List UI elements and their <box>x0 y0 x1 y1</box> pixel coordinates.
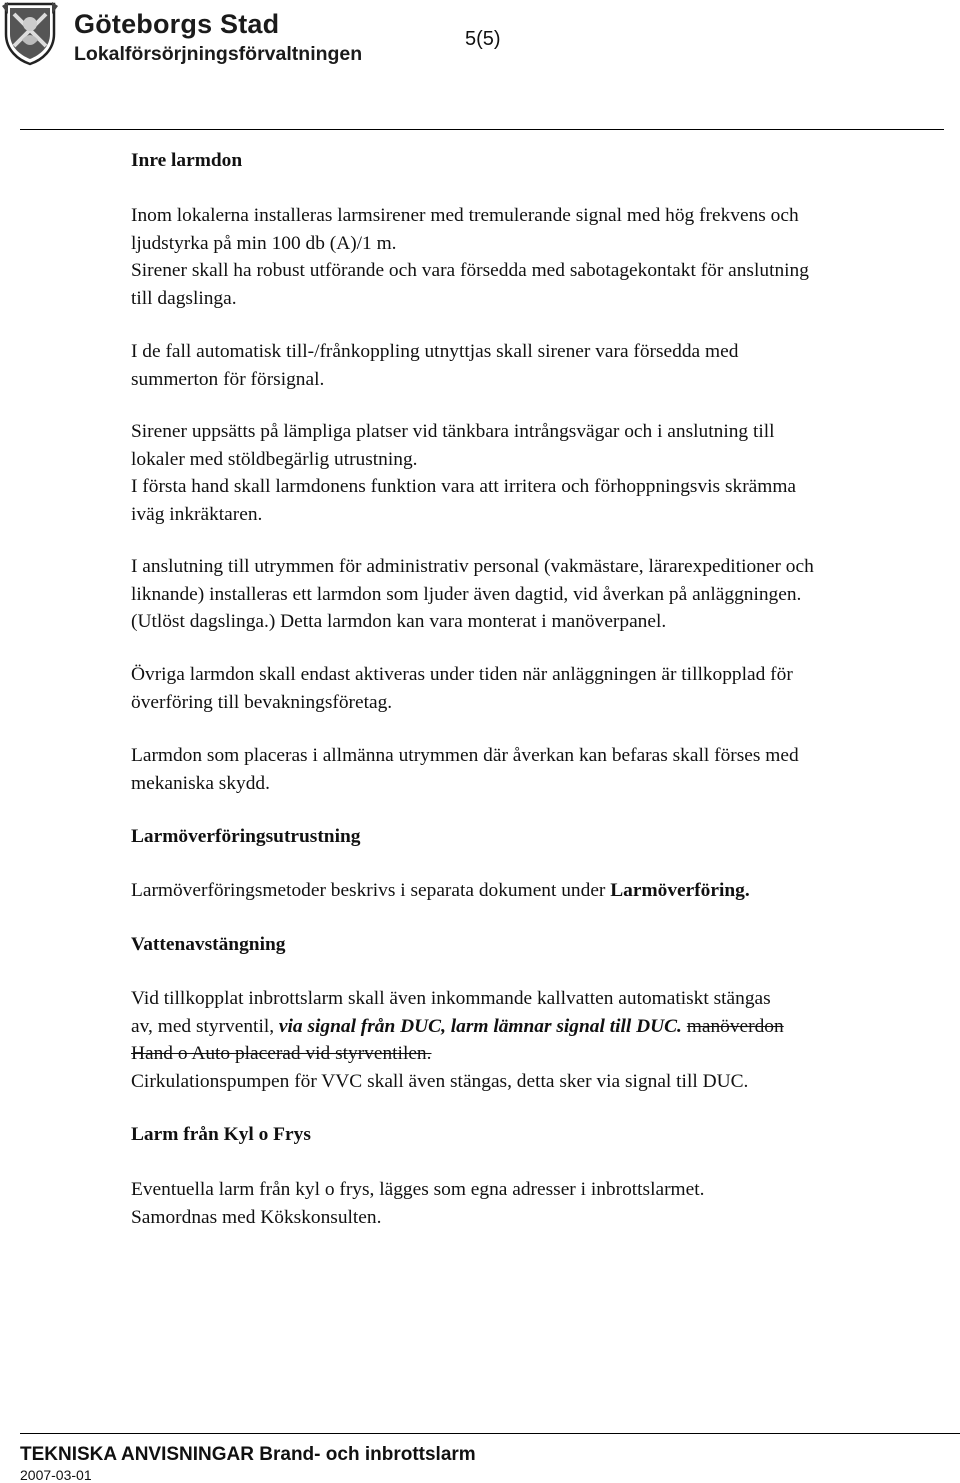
text-line: Larmdon som placeras i allmänna utrymmen där åverkan kan befaras skall förses med <box>131 745 799 766</box>
text-span: av, med styrventil, <box>131 1015 279 1037</box>
text-line: I första hand skall larmdonens funktion vara att irritera och förhoppningsvis skrämma <box>131 476 797 497</box>
text-line: Samordnas med Kökskonsulten. <box>131 1206 382 1228</box>
document-reference: Larmöverföring. <box>610 880 750 901</box>
footer-date: 2007-03-01 <box>20 1467 92 1483</box>
emphasized-revision: via signal från DUC, larm lämnar signal till DUC. <box>278 1015 682 1037</box>
text-line: till dagslinga. <box>131 287 237 309</box>
text-line: (Utlöst dagslinga.) Detta larmdon kan vara monterat i manöverpanel. <box>131 611 667 632</box>
paragraph-larmoverforing <box>131 877 951 905</box>
text-line: Sirener uppsätts på lämpliga platser vid tänkbara intrångsvägar och i anslutning till <box>131 421 775 442</box>
struck-text: manöverdon <box>686 1015 784 1037</box>
text-line: Vid tillkopplat inbrottslarm skall även inkommande kallvatten automatiskt stängas <box>131 988 771 1009</box>
organization-name: Göteborgs Stad <box>74 9 280 39</box>
paragraph-vattenavstangning <box>131 985 951 1095</box>
organization-department: Lokalförsörjningsförvaltningen <box>74 43 363 65</box>
paragraph-kyl-frys <box>131 1176 951 1231</box>
goteborgs-stad-logo <box>0 0 60 66</box>
text-line: Cirkulationspumpen för VVC skall även stängas, detta sker via signal till DUC. <box>131 1070 749 1092</box>
section-heading-kyl-frys: Larm från Kyl o Frys <box>131 1124 311 1145</box>
text-line: lokaler med stöldbegärlig utrustning. <box>131 448 418 470</box>
text-line: Eventuella larm från kyl o frys, lägges som egna adresser i inbrottslarmet. <box>131 1179 705 1200</box>
page-number: 5(5) <box>465 28 501 50</box>
section-heading-vattenavstangning: Vattenavstängning <box>131 934 286 955</box>
text-line: summerton för försignal. <box>131 368 325 390</box>
text-line: Övriga larmdon skall endast aktiveras under tiden när anläggningen är tillkopplad för <box>131 664 793 685</box>
text-line: I de fall automatisk till-/frånkoppling utnyttjas skall sirener vara försedda med <box>131 341 739 362</box>
text-line: iväg inkräktaren. <box>131 503 263 525</box>
section-heading-larmoverforingsutrustning: Larmöverföringsutrustning <box>131 826 361 847</box>
paragraph-inre-larmdon-2 <box>131 338 951 393</box>
text-line: I anslutning till utrymmen för administrativ personal (vakmästare, lärarexpeditioner och <box>131 556 814 577</box>
paragraph-inre-larmdon-6 <box>131 742 951 797</box>
section-heading-inre-larmdon: Inre larmdon <box>131 150 243 171</box>
footer-title: TEKNISKA ANVISNINGAR Brand- och inbrottslarm <box>20 1444 476 1465</box>
header-divider <box>20 129 944 130</box>
text-line: liknande) installeras ett larmdon som ljuder även dagtid, vid åverkan på anläggningen. <box>131 583 802 605</box>
paragraph-inre-larmdon-3 <box>131 418 951 528</box>
paragraph-inre-larmdon-5 <box>131 661 951 716</box>
footer-divider <box>20 1433 960 1434</box>
paragraph-inre-larmdon-1 <box>131 202 951 312</box>
text-line: mekaniska skydd. <box>131 772 270 794</box>
struck-text-line: Hand o Auto placerad vid styrventilen. <box>131 1043 432 1064</box>
text-line: överföring till bevakningsföretag. <box>131 691 393 713</box>
paragraph-inre-larmdon-4 <box>131 553 951 636</box>
text-span: Larmöverföringsmetoder beskrivs i separata dokument under <box>131 880 611 901</box>
text-line: Inom lokalerna installeras larmsirener med tremulerande signal med hög frekvens och <box>131 205 799 226</box>
text-line: Sirener skall ha robust utförande och vara försedda med sabotagekontakt för anslutning <box>131 260 809 281</box>
text-line: ljudstyrka på min 100 db (A)/1 m. <box>131 232 397 254</box>
